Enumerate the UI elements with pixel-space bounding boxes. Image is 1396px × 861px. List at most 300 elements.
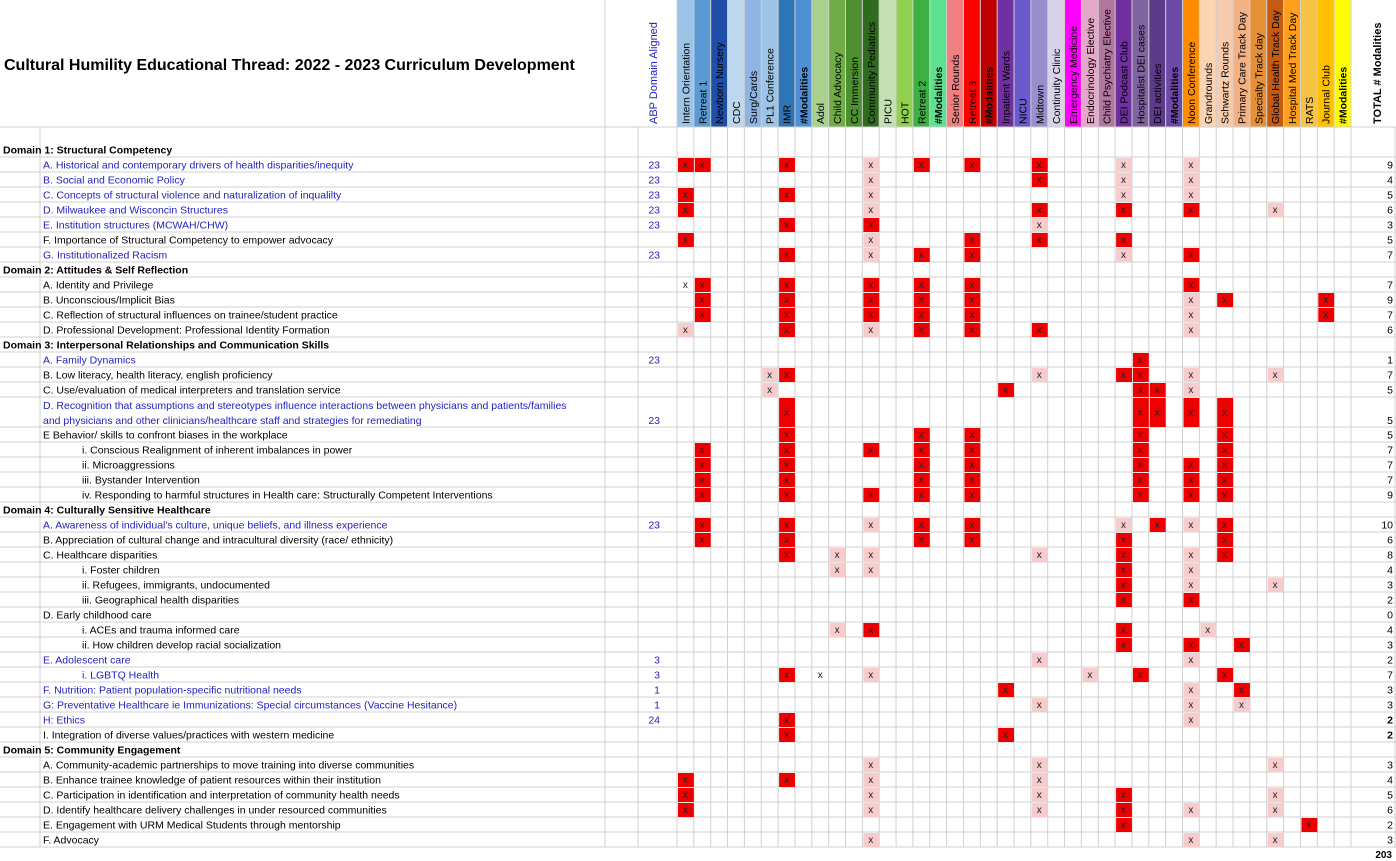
mark-x: x (784, 775, 790, 786)
mark-x: x (1222, 535, 1228, 546)
mark-x: x (1036, 760, 1042, 771)
row-total: 2 (1387, 594, 1393, 607)
mark-x: x (784, 445, 790, 456)
mark-x: x (868, 160, 874, 171)
row-total: 4 (1387, 564, 1393, 577)
mark-x: x (784, 310, 790, 321)
row-label: iii. Bystander Intervention (82, 474, 200, 487)
mark-x: x (918, 250, 924, 261)
mark-x: x (1188, 550, 1194, 561)
mark-x: x (1087, 670, 1093, 681)
column-header-label: Senior Rounds (950, 54, 963, 124)
row-total: 7 (1387, 669, 1393, 682)
mark-x: x (1272, 580, 1278, 591)
mark-x: x (1121, 805, 1127, 816)
mark-x: x (1121, 640, 1127, 651)
mark-x: x (1154, 385, 1160, 396)
column-header-label: Schwartz Rounds (1219, 41, 1232, 124)
mark-x: x (1121, 790, 1127, 801)
mark-x: x (1188, 565, 1194, 576)
row-total: 5 (1387, 789, 1393, 802)
mark-x: x (868, 760, 874, 771)
mark-x: x (699, 445, 705, 456)
mark-x: x (918, 520, 924, 531)
abp-value: 1 (654, 699, 660, 712)
abp-value: 23 (648, 159, 660, 172)
mark-x: x (868, 250, 874, 261)
domain-heading: Domain 1: Structural Competency (3, 144, 173, 157)
mark-x: x (868, 310, 874, 321)
column-header-label: Retreat 3 (966, 80, 979, 124)
column-header-label: Journal Club (1320, 65, 1333, 124)
mark-x: x (1272, 790, 1278, 801)
row-total: 7 (1387, 474, 1393, 487)
row-label: i. Foster children (82, 564, 160, 577)
row-total: 5 (1387, 384, 1393, 397)
mark-x: x (1121, 565, 1127, 576)
mark-x: x (868, 190, 874, 201)
mark-x: x (1222, 520, 1228, 531)
column-header-label: Surg/Cards (747, 70, 760, 124)
row-label: D. Identify healthcare delivery challenges in under resourced communities (43, 804, 387, 817)
mark-x: x (868, 175, 874, 186)
mark-x: x (868, 220, 874, 231)
row-label: B. Social and Economic Policy (43, 174, 185, 187)
row-label: i. Conscious Realignment of inherent imbalances in power (82, 444, 353, 457)
mark-x: x (1137, 490, 1143, 501)
mark-x: x (682, 805, 688, 816)
mark-x: x (868, 775, 874, 786)
column-header-label: Primary Care Track Day (1236, 11, 1249, 124)
mark-x: x (918, 490, 924, 501)
mark-x: x (969, 295, 975, 306)
mark-x: x (969, 160, 975, 171)
mark-x: x (1121, 520, 1127, 531)
mark-x: x (1121, 250, 1127, 261)
row-label: A. Historical and contemporary drivers of health disparities/inequity (43, 159, 354, 172)
row-label: E Behavior/ skills to confront biases in the workplace (43, 429, 288, 442)
mark-x: x (682, 325, 688, 336)
grand-total: 203 (1375, 850, 1392, 861)
mark-x: x (784, 220, 790, 231)
row-label: I. Integration of diverse values/practices with western medicine (43, 729, 335, 742)
mark-x: x (784, 730, 790, 741)
mark-x: x (918, 310, 924, 321)
column-header-label: #Modalities (1337, 66, 1350, 124)
mark-x: x (1003, 685, 1009, 696)
mark-x: x (784, 190, 790, 201)
mark-x: x (1036, 220, 1042, 231)
mark-x: x (1121, 205, 1127, 216)
mark-x: x (969, 430, 975, 441)
row-label: B. Unconscious/Implicit Bias (43, 294, 175, 307)
mark-x: x (699, 310, 705, 321)
mark-x: x (784, 490, 790, 501)
mark-x: x (682, 280, 688, 291)
mark-x: x (1036, 160, 1042, 171)
mark-x: x (1036, 205, 1042, 216)
domain-heading: Domain 2: Attitudes & Self Reflection (3, 264, 189, 277)
mark-x: x (1137, 430, 1143, 441)
row-total: 7 (1387, 249, 1393, 262)
column-header-label: Midtown (1034, 84, 1047, 124)
mark-x: x (1188, 580, 1194, 591)
row-total: 6 (1387, 804, 1393, 817)
abp-value: 23 (648, 219, 660, 232)
column-header-label: Retreat 1 (697, 80, 710, 124)
column-header-label: CC Immersion (848, 56, 861, 124)
row-total: 5 (1387, 234, 1393, 247)
row-label: i. ACEs and trauma informed care (82, 624, 240, 637)
row-label: G. Institutionalized Racism (43, 249, 168, 262)
mark-x: x (918, 280, 924, 291)
mark-x: x (784, 535, 790, 546)
row-total: 7 (1387, 309, 1393, 322)
column-header-label: Emergency Medicine (1067, 25, 1080, 124)
mark-x: x (1154, 520, 1160, 531)
row-total: 5 (1387, 415, 1393, 427)
mark-x: x (1188, 715, 1194, 726)
mark-x: x (784, 295, 790, 306)
column-header-label: #Modalities (983, 66, 996, 124)
abp-value: 23 (648, 519, 660, 532)
column-header-label: Intern Orientation (680, 42, 693, 124)
row-total: 0 (1387, 609, 1393, 622)
mark-x: x (817, 670, 823, 681)
row-total: 2 (1387, 819, 1393, 832)
row-label: F. Nutrition: Patient population-specific nutritional needs (43, 684, 302, 697)
mark-x: x (1188, 460, 1194, 471)
column-header-label: Retreat 2 (916, 80, 929, 124)
mark-x: x (1137, 385, 1143, 396)
mark-x: x (682, 790, 688, 801)
mark-x: x (868, 670, 874, 681)
mark-x: x (682, 775, 688, 786)
abp-value: 1 (654, 684, 660, 697)
mark-x: x (969, 280, 975, 291)
mark-x: x (1188, 160, 1194, 171)
mark-x: x (784, 160, 790, 171)
mark-x: x (1188, 805, 1194, 816)
mark-x: x (834, 625, 840, 636)
row-total: 3 (1387, 639, 1393, 652)
column-header-label: Noon Conference (1185, 41, 1198, 124)
mark-x: x (868, 445, 874, 456)
row-total: 5 (1387, 189, 1393, 202)
mark-x: x (868, 490, 874, 501)
mark-x: x (1222, 550, 1228, 561)
mark-x: x (1137, 370, 1143, 381)
row-label: D. Recognition that assumptions and stereotypes influence interactions between physicians and patients/families (43, 400, 567, 412)
abp-value: 23 (648, 354, 660, 367)
column-header-label: #Modalities (798, 66, 811, 124)
column-header-label: Continuity Clinic (1051, 48, 1064, 124)
row-total: 3 (1387, 219, 1393, 232)
mark-x: x (868, 565, 874, 576)
row-label: B. Appreciation of cultural change and intracultural diversity (race/ ethnicity) (43, 534, 394, 547)
column-header-label: Specialty Track day (1253, 32, 1266, 124)
mark-x: x (1222, 490, 1228, 501)
mark-x: x (1306, 820, 1312, 831)
mark-x: x (699, 490, 705, 501)
domain-heading: Domain 3: Interpersonal Relationships and Communication Skills (3, 339, 330, 352)
row-label: F. Advocacy (43, 834, 100, 847)
mark-x: x (699, 160, 705, 171)
row-total: 4 (1387, 624, 1393, 637)
column-header-label: Hospital Med Track Day (1287, 12, 1300, 124)
mark-x: x (1188, 205, 1194, 216)
domain-heading: Domain 4: Culturally Sensitive Healthcare (3, 504, 211, 517)
mark-x: x (868, 280, 874, 291)
mark-x: x (1188, 490, 1194, 501)
mark-x: x (969, 460, 975, 471)
column-header-label: Child Advocacy (832, 52, 845, 124)
row-label: D. Professional Development: Professional Identity Formation (43, 324, 330, 337)
column-header-label: Global Health Track Day (1270, 10, 1283, 124)
column-header-label: Community Pediatrics (865, 21, 878, 124)
mark-x: x (1238, 640, 1244, 651)
row-label: ii. Refugees, immigrants, undocumented (82, 579, 270, 592)
mark-x: x (784, 250, 790, 261)
mark-x: x (1188, 700, 1194, 711)
row-label: E. Engagement with URM Medical Students through mentorship (43, 819, 341, 832)
mark-x: x (1036, 370, 1042, 381)
row-total: 3 (1387, 834, 1393, 847)
mark-x: x (784, 407, 790, 419)
mark-x: x (918, 445, 924, 456)
mark-x: x (1188, 385, 1194, 396)
row-label: i. LGBTQ Health (82, 669, 160, 682)
mark-x: x (1036, 700, 1042, 711)
column-header-label: DEI activities (1152, 63, 1165, 124)
abp-value: 3 (654, 654, 660, 667)
mark-x: x (767, 385, 773, 396)
mark-x: x (1121, 160, 1127, 171)
mark-x: x (1272, 805, 1278, 816)
mark-x: x (868, 805, 874, 816)
row-total: 10 (1381, 519, 1393, 532)
mark-x: x (1188, 655, 1194, 666)
mark-x: x (1121, 625, 1127, 636)
mark-x: x (1188, 685, 1194, 696)
row-total: 2 (1387, 714, 1393, 727)
mark-x: x (699, 460, 705, 471)
abp-domain-header: ABP Domain Aligned (648, 22, 660, 124)
mark-x: x (1121, 175, 1127, 186)
row-label: iii. Geographical health disparities (82, 594, 240, 607)
row-total: 3 (1387, 699, 1393, 712)
mark-x: x (1222, 670, 1228, 681)
row-label: C. Healthcare disparities (43, 549, 158, 562)
mark-x: x (784, 550, 790, 561)
row-label: H: Ethics (43, 714, 86, 727)
mark-x: x (868, 295, 874, 306)
abp-value: 23 (648, 415, 660, 427)
mark-x: x (1205, 625, 1211, 636)
mark-x: x (969, 445, 975, 456)
row-label: F. Importance of Structural Competency to empower advocacy (43, 234, 334, 247)
mark-x: x (1121, 580, 1127, 591)
row-total: 7 (1387, 444, 1393, 457)
abp-value: 23 (648, 174, 660, 187)
row-total: 9 (1387, 489, 1393, 502)
column-header-label: Endocrinology Elective (1084, 17, 1097, 124)
mark-x: x (784, 520, 790, 531)
mark-x: x (918, 325, 924, 336)
mark-x: x (682, 235, 688, 246)
page-title: Cultural Humility Educational Thread: 2022 - 2023 Curriculum Development (4, 57, 575, 74)
mark-x: x (1222, 445, 1228, 456)
mark-x: x (699, 520, 705, 531)
row-label: A. Awareness of individual's culture, unique beliefs, and illness experience (43, 519, 388, 532)
mark-x: x (1188, 407, 1194, 419)
mark-x: x (767, 370, 773, 381)
row-total: 8 (1387, 549, 1393, 562)
mark-x: x (969, 520, 975, 531)
row-total: 7 (1387, 279, 1393, 292)
mark-x: x (1188, 325, 1194, 336)
mark-x: x (868, 235, 874, 246)
mark-x: x (1137, 445, 1143, 456)
mark-x: x (784, 280, 790, 291)
row-label: iv. Responding to harmful structures in Health care: Structurally Competent Interventions (82, 489, 493, 502)
column-header-label: IMR (781, 104, 794, 124)
mark-x: x (1188, 250, 1194, 261)
mark-x: x (1188, 295, 1194, 306)
row-total: 7 (1387, 369, 1393, 382)
mark-x: x (918, 475, 924, 486)
column-header-label: CDC (730, 101, 743, 124)
row-label: E. Institution structures (MCWAH/CHW) (43, 219, 229, 232)
row-total: 6 (1387, 204, 1393, 217)
mark-x: x (918, 535, 924, 546)
row-total: 9 (1387, 294, 1393, 307)
row-label: D. Milwaukee and Wisconcin Structures (43, 204, 228, 217)
mark-x: x (1323, 295, 1329, 306)
mark-x: x (1272, 205, 1278, 216)
mark-x: x (1154, 407, 1160, 419)
column-header-label: #Modalities (1169, 66, 1182, 124)
mark-x: x (1272, 835, 1278, 846)
mark-x: x (1137, 407, 1143, 419)
row-label: C. Participation in identification and interpretation of community health needs (43, 789, 400, 802)
mark-x: x (699, 475, 705, 486)
mark-x: x (969, 250, 975, 261)
column-header-label: HOT (899, 101, 912, 124)
mark-x: x (969, 310, 975, 321)
domain-heading: Domain 5: Community Engagement (3, 744, 181, 757)
row-total: 4 (1387, 174, 1393, 187)
mark-x: x (834, 565, 840, 576)
mark-x: x (1137, 460, 1143, 471)
column-header-label: Hospitalist DEI cases (1135, 24, 1148, 124)
mark-x: x (1121, 370, 1127, 381)
mark-x: x (682, 205, 688, 216)
mark-x: x (969, 235, 975, 246)
abp-value: 23 (648, 204, 660, 217)
mark-x: x (918, 430, 924, 441)
mark-x: x (1137, 355, 1143, 366)
mark-x: x (1036, 235, 1042, 246)
mark-x: x (1121, 235, 1127, 246)
mark-x: x (1188, 175, 1194, 186)
row-label: ii. How children develop racial socialization (82, 639, 282, 652)
mark-x: x (1137, 475, 1143, 486)
mark-x: x (784, 430, 790, 441)
row-total: 6 (1387, 324, 1393, 337)
row-total: 6 (1387, 534, 1393, 547)
mark-x: x (699, 280, 705, 291)
row-label: A. Family Dynamics (43, 354, 136, 367)
mark-x: x (1121, 820, 1127, 831)
mark-x: x (1188, 520, 1194, 531)
mark-x: x (969, 325, 975, 336)
column-header-label: DEI Podcast Club (1118, 41, 1131, 124)
mark-x: x (1036, 325, 1042, 336)
mark-x: x (682, 190, 688, 201)
mark-x: x (784, 475, 790, 486)
mark-x: x (1036, 790, 1042, 801)
mark-x: x (1003, 385, 1009, 396)
row-total: 2 (1387, 654, 1393, 667)
mark-x: x (1272, 370, 1278, 381)
mark-x: x (1121, 595, 1127, 606)
mark-x: x (1036, 550, 1042, 561)
mark-x: x (1188, 280, 1194, 291)
mark-x: x (918, 295, 924, 306)
mark-x: x (868, 325, 874, 336)
mark-x: x (1137, 670, 1143, 681)
column-header-label: Inpatient Wards (1000, 50, 1013, 124)
row-label: E. Adolescent care (43, 654, 131, 667)
mark-x: x (868, 550, 874, 561)
mark-x: x (699, 535, 705, 546)
mark-x: x (784, 370, 790, 381)
mark-x: x (682, 160, 688, 171)
column-header-label: Newborn Nursery (714, 42, 727, 124)
mark-x: x (1188, 475, 1194, 486)
row-label: B. Enhance trainee knowledge of patient resources within their institution (43, 774, 381, 787)
mark-x: x (1222, 407, 1228, 419)
row-label: B. Low literacy, health literacy, english proficiency (43, 369, 273, 382)
mark-x: x (1036, 775, 1042, 786)
row-total: 3 (1387, 579, 1393, 592)
mark-x: x (1222, 460, 1228, 471)
abp-value: 23 (648, 189, 660, 202)
mark-x: x (918, 160, 924, 171)
mark-x: x (969, 535, 975, 546)
mark-x: x (969, 490, 975, 501)
mark-x: x (784, 460, 790, 471)
mark-x: x (1238, 700, 1244, 711)
mark-x: x (1188, 370, 1194, 381)
mark-x: x (1121, 535, 1127, 546)
row-label: C. Reflection of structural influences on trainee/student practice (43, 309, 338, 322)
abp-value: 3 (654, 669, 660, 682)
column-header-label: PICU (882, 98, 895, 124)
mark-x: x (868, 835, 874, 846)
mark-x: x (1188, 310, 1194, 321)
mark-x: x (1238, 685, 1244, 696)
column-header-label: Child Psychiatry Elective (1101, 9, 1114, 124)
column-header-label: Grandrounds (1202, 62, 1215, 124)
mark-x: x (1188, 835, 1194, 846)
mark-x: x (868, 790, 874, 801)
row-label: G: Preventative Healthcare ie Immunizations: Special circumstances (Vaccine Hesitance) (43, 699, 458, 712)
mark-x: x (1036, 175, 1042, 186)
row-total: 2 (1387, 729, 1393, 742)
mark-x: x (1323, 310, 1329, 321)
